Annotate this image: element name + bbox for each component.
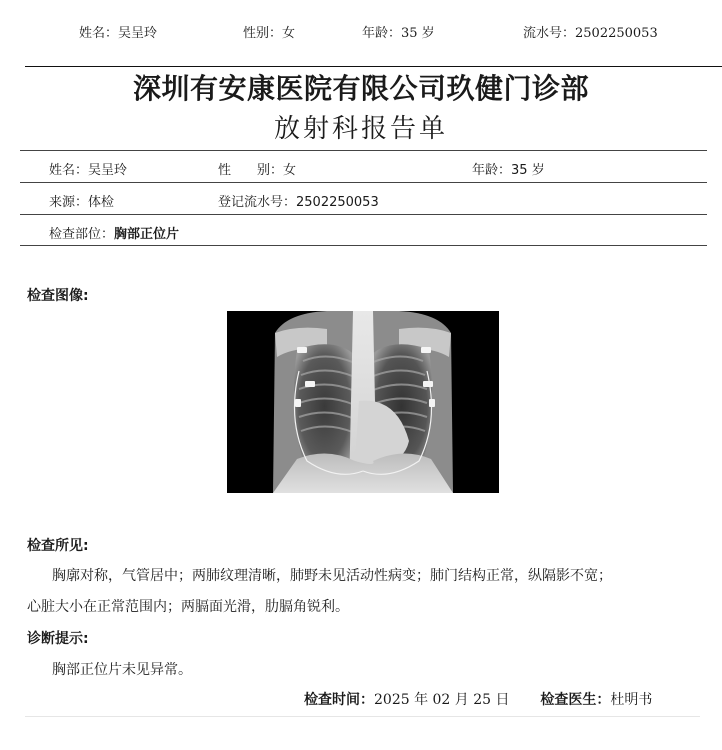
patient-info-row-1 [20, 150, 707, 182]
patient-age-value: 35 岁 [511, 163, 545, 178]
header-serial: 流水号：2502250053 [523, 26, 658, 41]
patient-age [472, 159, 545, 178]
patient-name [49, 159, 127, 178]
exam-time-value: 2025 年 02 月 25 日 [374, 692, 510, 708]
header-name: 姓名：吴呈玲 [79, 26, 158, 41]
page-header [0, 22, 722, 42]
patient-gender-value: 女 [283, 163, 297, 178]
patient-info-row-2 [20, 182, 707, 214]
report-title: 放射科报告单 [273, 114, 448, 144]
findings-text-line-1: 胸廓对称，气管居中；两肺纹理清晰，肺野未见活动性病变；肺门结构正常，纵隔影不宽； [52, 568, 612, 584]
patient-source-label: 来源： [49, 195, 89, 210]
header-age: 年龄：35 岁 [362, 26, 435, 41]
patient-source [49, 191, 114, 210]
exam-part-label: 检查部位： [49, 227, 115, 242]
patient-source-value: 体检 [88, 195, 115, 210]
exam-part [49, 223, 179, 242]
patient-info-row-3 [20, 214, 707, 246]
image-section-label: 检查图像: [27, 288, 89, 304]
patient-age-label: 年龄： [472, 163, 512, 178]
patient-gender [218, 159, 296, 178]
doctor-value: 杜明书 [610, 692, 653, 708]
header-gender: 性别：女 [243, 26, 296, 41]
exam-time-label: 检查时间： [304, 692, 374, 708]
patient-name-label: 姓名： [49, 163, 89, 178]
findings-text-line-2: 心脏大小在正常范围内；两膈面光滑，肋膈角锐利。 [27, 599, 349, 615]
patient-reg-serial-label: 登记流水号： [218, 195, 297, 210]
footer-divider [25, 716, 700, 717]
header-divider [25, 66, 722, 67]
patient-name-value: 吴呈玲 [88, 163, 128, 178]
diagnosis-label: 诊断提示: [27, 631, 89, 647]
chest-xray-graphic [227, 311, 499, 493]
patient-info-bottom-rule [20, 245, 707, 246]
diagnosis-text: 胸部正位片未见异常。 [52, 662, 192, 678]
findings-label: 检查所见: [27, 538, 89, 554]
exam-part-value: 胸部正位片 [114, 227, 180, 242]
patient-gender-label: 性 别： [218, 163, 284, 178]
report-footer [304, 689, 652, 709]
hospital-name: 深圳有安康医院有限公司玖健门诊部 [132, 72, 589, 105]
doctor-label: 检查医生： [540, 692, 611, 708]
patient-reg-serial [218, 191, 379, 210]
chest-xray-image [227, 311, 499, 493]
patient-reg-serial-value: 2502250053 [296, 195, 379, 210]
